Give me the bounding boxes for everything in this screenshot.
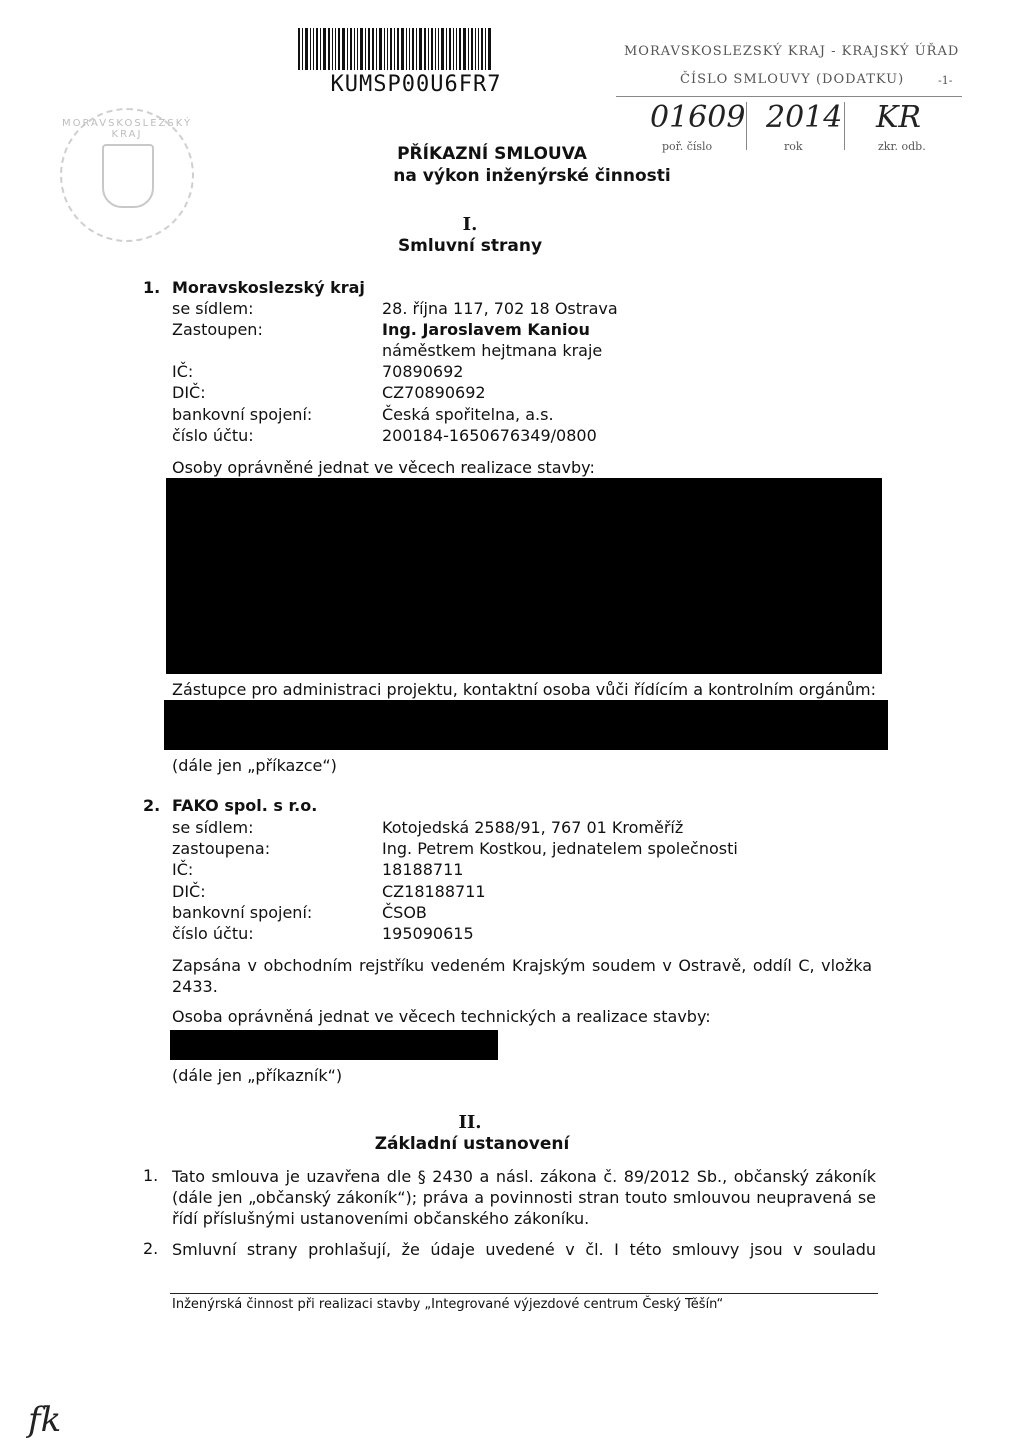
party-2-value: ČSOB <box>382 903 427 922</box>
party-1-label: DIČ: <box>172 383 206 402</box>
stamp-dept-handwritten: KR <box>876 100 921 135</box>
barcode-bar <box>394 28 395 70</box>
barcode-bar <box>347 28 348 70</box>
barcode-bar <box>379 28 382 70</box>
barcode-bar <box>419 28 422 70</box>
party-1-authorized-persons: Osoby oprávněné jednat ve věcech realizace stavby: <box>172 458 595 477</box>
party-1-value: Ing. Jaroslavem Kaniou <box>382 320 590 339</box>
barcode-bar <box>338 28 340 70</box>
seal-text: MORAVSKOSLEZSKÝ KRAJ <box>62 118 193 140</box>
party-1-label: bankovní spojení: <box>172 405 313 424</box>
section-2-heading: Základní ustanovení <box>374 1134 570 1154</box>
barcode-bar <box>350 28 352 70</box>
party-1-name: Moravskoslezský kraj <box>172 278 365 297</box>
barcode-bar <box>416 28 417 70</box>
party-1-value: 70890692 <box>382 362 464 381</box>
barcode-bar <box>310 28 311 70</box>
party-1-alias: (dále jen „příkazce“) <box>172 756 337 775</box>
party-2-label: se sídlem: <box>172 818 254 837</box>
barcode-bar <box>412 28 414 70</box>
barcode-bar <box>320 28 321 70</box>
barcode-bar <box>357 28 358 70</box>
stamp-year-handwritten: 2014 <box>766 100 843 135</box>
barcode-bar <box>335 28 336 70</box>
barcode-bar <box>397 28 399 70</box>
barcode-bar <box>478 28 479 70</box>
stamp-divider <box>844 102 845 150</box>
barcode-bar <box>368 28 370 70</box>
stamp-authority: MORAVSKOSLEZSKÝ KRAJ - KRAJSKÝ ÚŘAD <box>624 44 960 59</box>
section-2-numeral: II. <box>458 1112 482 1133</box>
barcode-bar <box>384 28 385 70</box>
barcode-bar <box>453 28 454 70</box>
party-1-label: Zastoupen: <box>172 320 263 339</box>
barcode <box>298 28 526 70</box>
stamp-year-label: rok <box>784 140 803 153</box>
barcode-bar <box>463 28 466 70</box>
party-2-value: CZ18188711 <box>382 882 486 901</box>
party-2-registry-number: 2433. <box>172 977 218 996</box>
party-1-number: 1. <box>143 278 161 297</box>
barcode-bar <box>401 28 404 70</box>
party-2-label: IČ: <box>172 860 194 879</box>
handwritten-initials: fk <box>28 1400 62 1440</box>
barcode-bar <box>387 28 388 70</box>
barcode-bar <box>372 28 374 70</box>
barcode-bar <box>376 28 377 70</box>
barcode-bar <box>390 28 392 70</box>
barcode-bar <box>328 28 330 70</box>
party-2-authorized-person: Osoba oprávněná jednat ve věcech technických a realizace stavby: <box>172 1007 711 1026</box>
barcode-bar <box>406 28 407 70</box>
document-subtitle: na výkon inženýrské činnosti <box>393 166 671 186</box>
party-2-label: číslo účtu: <box>172 924 254 943</box>
footer-text: Inženýrská činnost při realizaci stavby „Integrované výjezdové centrum Český Těšín“ <box>172 1297 724 1312</box>
clause-text: Tato smlouva je uzavřena dle § 2430 a násl. zákona č. 89/2012 Sb., občanský zákoník (dále jen „občanský zákoník“); práva a povinnosti stran touto smlouvou neupravená se řídí příslušnými ustanoveními občanského zákoníku. <box>172 1167 876 1228</box>
party-1-value: 28. října 117, 702 18 Ostrava <box>382 299 618 318</box>
party-2-value: 18188711 <box>382 860 464 879</box>
party-1-label: IČ: <box>172 362 194 381</box>
section-1-numeral: I. <box>462 214 478 235</box>
barcode-bar <box>468 28 469 70</box>
party-2-value: 195090615 <box>382 924 474 943</box>
stamp-divider <box>616 96 962 97</box>
barcode-bar <box>428 28 429 70</box>
party-2-value: Kotojedská 2588/91, 767 01 Kroměříž <box>382 818 684 837</box>
barcode-bar <box>441 28 444 70</box>
stamp-divider <box>746 102 747 150</box>
barcode-bar <box>298 28 300 70</box>
stamp-dept-label: zkr. odb. <box>878 140 926 153</box>
barcode-bar <box>481 28 483 70</box>
redacted-block <box>166 478 882 674</box>
barcode-bar <box>302 28 303 70</box>
party-2-value: Ing. Petrem Kostkou, jednatelem společnosti <box>382 839 738 858</box>
barcode-bar <box>471 28 473 70</box>
stamp-number-label: poř. číslo <box>662 140 713 153</box>
party-1-value: Česká spořitelna, a.s. <box>382 405 554 424</box>
party-1-value: 200184-1650676349/0800 <box>382 426 597 445</box>
barcode-bar <box>459 28 461 70</box>
redacted-block <box>170 1030 498 1060</box>
party-1-admin-contact: Zástupce pro administraci projektu, kontaktní osoba vůči řídícím a kontrolním orgánům: <box>172 680 877 699</box>
barcode-bar <box>446 28 447 70</box>
stamp-number-handwritten: 01609 <box>650 100 746 135</box>
party-1-label: se sídlem: <box>172 299 254 318</box>
barcode-bar <box>488 28 491 70</box>
party-2-label: DIČ: <box>172 882 206 901</box>
barcode-bar <box>313 28 314 70</box>
party-2-alias: (dále jen „příkazník“) <box>172 1066 343 1085</box>
section-1-heading: Smluvní strany <box>397 236 543 256</box>
barcode-bar <box>435 28 436 70</box>
barcode-bar <box>475 28 476 70</box>
barcode-bar <box>360 28 363 70</box>
barcode-bar <box>305 28 308 70</box>
document-title: PŘÍKAZNÍ SMLOUVA <box>397 144 587 164</box>
clause-text: Smluvní strany prohlašují, že údaje uvedené v čl. I této smlouvy jsou v souladu <box>172 1240 876 1259</box>
barcode-bar <box>354 28 355 70</box>
barcode-bar <box>424 28 426 70</box>
redacted-block <box>164 700 888 750</box>
barcode-bar <box>485 28 486 70</box>
party-2-name: FAKO spol. s r.o. <box>172 796 318 815</box>
barcode-bar <box>431 28 433 70</box>
party-1-label: číslo účtu: <box>172 426 254 445</box>
barcode-bar <box>323 28 326 70</box>
party-1-value: CZ70890692 <box>382 383 486 402</box>
footer-divider <box>170 1293 878 1294</box>
barcode-bar <box>342 28 345 70</box>
barcode-bar <box>456 28 457 70</box>
barcode-bar <box>332 28 333 70</box>
clause-number: 2. <box>143 1239 159 1258</box>
party-2-number: 2. <box>143 796 161 815</box>
barcode-bar <box>365 28 366 70</box>
barcode-bar <box>316 28 318 70</box>
clause-number: 1. <box>143 1166 159 1185</box>
stamp-contract-label: ČÍSLO SMLOUVY (DODATKU) <box>680 72 905 87</box>
party-2-label: zastoupena: <box>172 839 271 858</box>
party-2-label: bankovní spojení: <box>172 903 313 922</box>
barcode-bar <box>449 28 451 70</box>
party-2-registry: Zapsána v obchodním rejstříku vedeném Krajským soudem v Ostravě, oddíl C, vložka <box>172 956 872 975</box>
stamp-suffix: -1- <box>938 74 953 87</box>
barcode-bar <box>438 28 439 70</box>
barcode-bar <box>409 28 410 70</box>
party-1-value: náměstkem hejtmana kraje <box>382 341 603 360</box>
barcode-text: KUMSP00U6FR7 <box>330 72 502 97</box>
